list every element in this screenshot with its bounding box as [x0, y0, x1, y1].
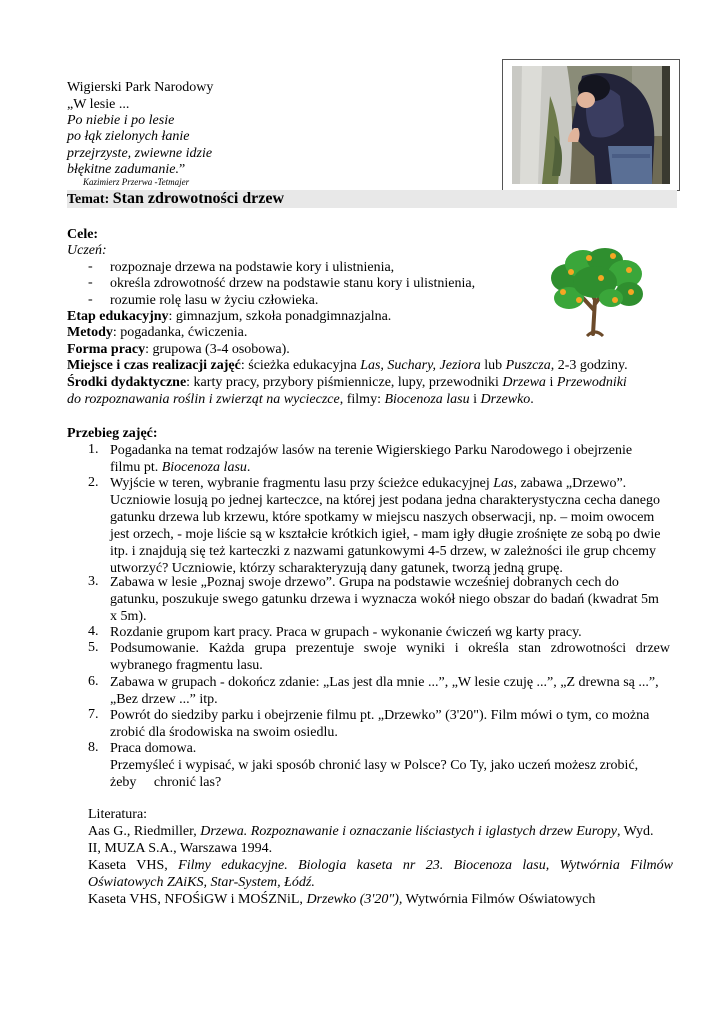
poem-author: Kazimierz Przerwa -Tetmajer — [83, 177, 190, 187]
goal-bullet: - — [88, 275, 93, 290]
poem-line-1: „W lesie ... — [67, 97, 130, 112]
step-number: 4. — [88, 624, 99, 639]
step-number: 6. — [88, 674, 99, 689]
photo-frame — [502, 59, 680, 191]
reference-1: Aas G., Riedmiller, Drzewa. Rozpoznawanie i oznaczanie liściastych i iglastych drzew Europy, Wyd. — [88, 824, 654, 839]
poem-line-2: Po niebie i po lesie — [67, 113, 175, 128]
step-1: Pogadanka na temat rodzajów lasów na terenie Wigierskiego Parku Narodowego i obejrzenie filmu pt. Biocenoza lasu. — [110, 443, 633, 475]
tree-illustration — [549, 248, 645, 340]
literature-heading: Literatura: — [88, 807, 148, 822]
etap-line: Etap edukacyjny: gimnazjum, szkoła ponadgimnazjalna. — [67, 309, 392, 324]
forma-line: Forma pracy: grupowa (3-4 osobowa). — [67, 342, 290, 357]
topic — [67, 190, 284, 209]
step-3: Zabawa w lesie „Poznaj swoje drzewo”. Grupa na podstawie wcześniej dobranych cech do gatunku, poszukuje swego gatunku drzewa i wyznacza wokół niego obszar do badań (kwadrat 5m x 5m). — [110, 575, 659, 624]
step-number: 8. — [88, 740, 99, 755]
step-number: 7. — [88, 707, 99, 722]
miejsce-line: Miejsce i czas realizacji zajęć: ścieżka edukacyjna Las, Suchary, Jeziora lub Puszcza, 2-3 godziny. — [67, 358, 628, 373]
step-2: Wyjście w teren, wybranie fragmentu lasu przy ścieżce edukacyjnej Las, zabawa „Drzewo”. Uczniowie losują po jednej karteczce, na której jest podana jedna charakterystyczna cecha danego gatunku drzewa lub krzewu, które spotkamy w miejscu naszych obserwacji, np. – moim owocem jest orzech, - moje liście są w kształcie krótkich igieł, - mam igły długie zrośnięte ze sobą po dwie itp. i znajdują się też karteczki z nazwami gatunkowymi 4-5 drzew, w zależności ile grup chcemy utworzyć? Uczniowie, którzy scharakteryzują dany gatunek, tworzą jedną grupę. — [110, 476, 661, 576]
literature: Literatura: Aas G., Riedmiller, Drzewa. Rozpoznawanie i oznaczanie liściastych i iglastych drzew Europy, Wyd. II, MUZA S.A., Warszawa 1994. Kaseta VHS, Filmy edukacyjne. Biologia kaseta nr 23. Biocenoza lasu, Wytwórnia Filmów Oświatowych ZAiKS, Star-System, Łódź. Kaseta VHS, NFOŚiGW i MOŚZNiL, Drzewko (3'20"), Wytwórnia Filmów Oświatowych — [88, 807, 674, 907]
goal-bullet: - — [88, 292, 93, 307]
topic-label: Temat: — [67, 192, 110, 207]
goal-item: rozumie rolę lasu w życiu człowieka. — [110, 293, 319, 308]
srodki-line: Środki dydaktyczne: karty pracy, przybory piśmiennicze, lupy, przewodniki Drzewa i Przewodniki — [67, 375, 627, 390]
srodki-line-2: do rozpoznawania roślin i zwierząt na wycieczce, filmy: Biocenoza lasu i Drzewko. — [67, 392, 534, 407]
photo-student-examining-tree-bark — [512, 66, 670, 184]
step-number: 5. — [88, 640, 99, 655]
reference-2: Kaseta VHS, Filmy edukacyjne. Biologia kaseta nr 23. Biocenoza lasu, Wytwórnia Filmów — [88, 858, 674, 873]
step-7: Powrót do siedziby parku i obejrzenie filmu pt. „Drzewko” (3'20"). Film mówi o tym, co można zrobić dla środowiska na swoim osiedlu. — [110, 708, 650, 740]
park-name: Wigierski Park Narodowy — [67, 80, 214, 95]
poem-line-3: po łąk zielonych łanie — [67, 129, 190, 144]
poem-line-5: błękitne zadumanie.” — [67, 162, 186, 177]
goal-item: rozpoznaje drzewa na podstawie kory i ulistnienia, — [110, 260, 395, 275]
goal-item: określa zdrowotność drzew na podstawie stanu kory i ulistnienia, — [110, 276, 476, 291]
step-8: Praca domowa. Przemyśleć i wypisać, w jaki sposób chronić lasy w Polsce? Co Ty, jako uczeń możesz zrobić, żeby chronić las? — [110, 741, 639, 790]
reference-3: Kaseta VHS, NFOŚiGW i MOŚZNiL, Drzewko (3'20"), Wytwórnia Filmów Oświatowych — [88, 892, 596, 907]
course-heading: Przebieg zajęć: — [67, 426, 158, 441]
goal-bullet: - — [88, 259, 93, 274]
goals-heading: Cele: — [67, 227, 99, 242]
step-5: Podsumowanie. Każda grupa prezentuje swoje wyniki i określa stan zdrowotności drzew wybranego fragmentu lasu. — [110, 641, 670, 673]
metody-line: Metody: pogadanka, ćwiczenia. — [67, 325, 248, 340]
step-number: 1. — [88, 442, 99, 457]
topic-title: Stan zdrowotności drzew — [112, 190, 285, 207]
goals-subject: Uczeń: — [67, 243, 107, 258]
step-number: 3. — [88, 574, 99, 589]
step-number: 2. — [88, 475, 99, 490]
poem-line-4: przejrzyste, zwiewne idzie — [67, 146, 213, 161]
step-6: Zabawa w grupach - dokończ zdanie: „Las jest dla mnie ...”, „W lesie czuję ...”, „Z drewna są ...”, „Bez drzew ...” itp. — [110, 675, 659, 707]
step-4: Rozdanie grupom kart pracy. Praca w grupach - wykonanie ćwiczeń wg karty pracy. — [110, 625, 582, 640]
